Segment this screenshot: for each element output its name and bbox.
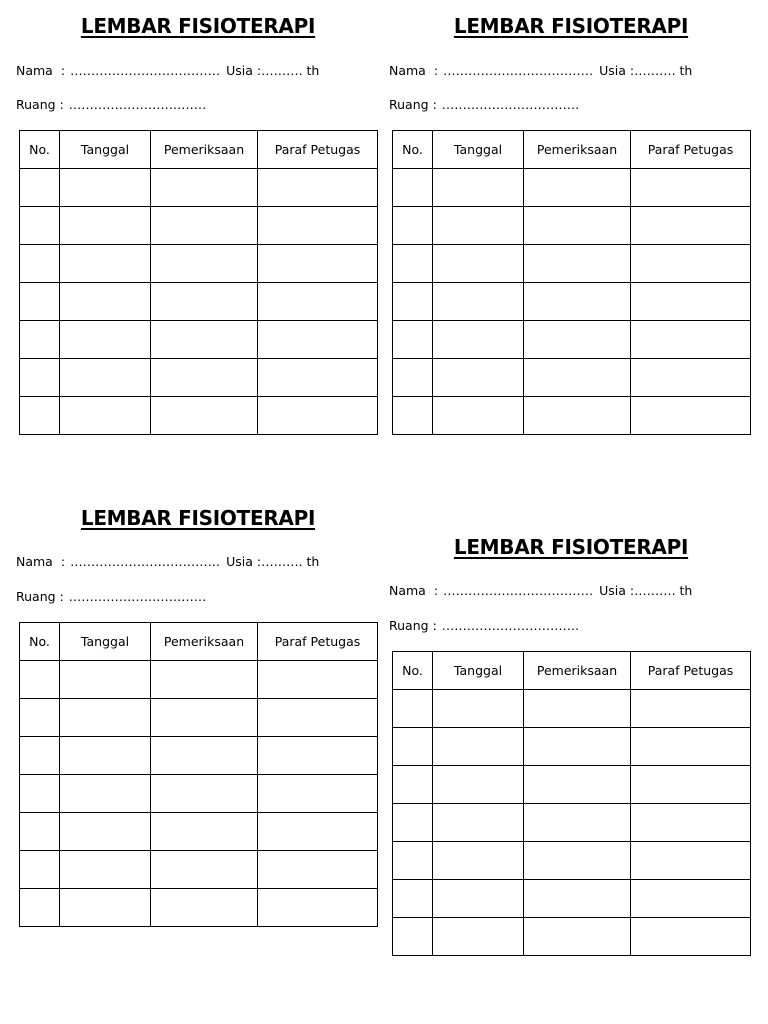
cell-date	[60, 207, 151, 245]
col-header-no: No.	[20, 131, 60, 169]
cell-no	[20, 661, 60, 699]
cell-no	[393, 766, 433, 804]
cell-signature	[258, 397, 378, 435]
cell-date	[60, 283, 151, 321]
cell-date	[60, 661, 151, 699]
room-line	[16, 589, 206, 605]
name-age-line	[16, 63, 319, 79]
table-row	[393, 880, 751, 918]
cell-no	[393, 359, 433, 397]
sheet-title: LEMBAR FISIOTERAPI	[453, 535, 689, 559]
cell-no	[20, 699, 60, 737]
cell-no	[393, 728, 433, 766]
cell-signature	[631, 397, 751, 435]
cell-examination	[151, 397, 258, 435]
cell-examination	[151, 813, 258, 851]
table-row	[20, 889, 378, 927]
table-row	[393, 321, 751, 359]
cell-examination	[524, 842, 631, 880]
cell-signature	[258, 245, 378, 283]
room-blank: ……………………………	[441, 618, 580, 633]
name-colon: :	[60, 63, 66, 78]
name-colon: :	[433, 63, 439, 78]
table-row	[393, 766, 751, 804]
cell-date	[433, 207, 524, 245]
room-line	[389, 618, 579, 634]
table-header-row	[20, 623, 378, 661]
room-label: Ruang	[389, 97, 429, 112]
cell-no	[393, 690, 433, 728]
therapy-log-table	[19, 130, 378, 435]
age-blank: ……….	[634, 63, 676, 78]
table-row	[20, 283, 378, 321]
cell-no	[20, 737, 60, 775]
cell-examination	[524, 207, 631, 245]
cell-date	[433, 766, 524, 804]
cell-signature	[631, 169, 751, 207]
cell-date	[433, 880, 524, 918]
cell-signature	[631, 207, 751, 245]
cell-signature	[258, 737, 378, 775]
cell-signature	[631, 880, 751, 918]
col-header-examination: Pemeriksaan	[524, 131, 631, 169]
name-blank: ………………………………	[443, 63, 594, 78]
cell-signature	[631, 842, 751, 880]
name-colon: :	[433, 583, 439, 598]
col-header-date: Tanggal	[60, 131, 151, 169]
col-header-no: No.	[393, 652, 433, 690]
cell-examination	[151, 283, 258, 321]
table-row	[393, 804, 751, 842]
cell-date	[433, 359, 524, 397]
cell-no	[20, 283, 60, 321]
cell-no	[20, 889, 60, 927]
cell-examination	[524, 397, 631, 435]
table-row	[20, 397, 378, 435]
therapy-log-table	[19, 622, 378, 927]
cell-date	[433, 321, 524, 359]
col-header-signature: Paraf Petugas	[258, 623, 378, 661]
cell-no	[20, 851, 60, 889]
age-blank: ……….	[261, 554, 303, 569]
room-label: Ruang	[16, 589, 56, 604]
room-line	[16, 97, 206, 113]
cell-date	[433, 804, 524, 842]
cell-examination	[524, 283, 631, 321]
table-row	[393, 842, 751, 880]
name-age-line	[389, 63, 692, 79]
cell-signature	[631, 766, 751, 804]
cell-examination	[524, 359, 631, 397]
cell-examination	[524, 169, 631, 207]
age-unit: th	[306, 554, 320, 569]
col-header-date: Tanggal	[60, 623, 151, 661]
table-row	[20, 169, 378, 207]
col-header-date: Tanggal	[433, 131, 524, 169]
col-header-examination: Pemeriksaan	[151, 623, 258, 661]
cell-examination	[151, 359, 258, 397]
sheet-title: LEMBAR FISIOTERAPI	[453, 14, 689, 38]
table-row	[20, 359, 378, 397]
table-row	[20, 661, 378, 699]
age-unit: th	[306, 63, 320, 78]
age-unit: th	[679, 63, 693, 78]
age-label: Usia :	[226, 554, 262, 569]
cell-date	[433, 169, 524, 207]
table-row	[393, 283, 751, 321]
name-colon: :	[60, 554, 66, 569]
cell-date	[60, 889, 151, 927]
cell-date	[433, 842, 524, 880]
cell-signature	[631, 728, 751, 766]
name-label: Nama	[389, 583, 426, 598]
cell-date	[60, 851, 151, 889]
room-colon: :	[59, 589, 64, 604]
col-header-examination: Pemeriksaan	[524, 652, 631, 690]
cell-signature	[258, 661, 378, 699]
room-line	[389, 97, 579, 113]
age-label: Usia :	[599, 63, 635, 78]
sheet-title: LEMBAR FISIOTERAPI	[80, 14, 316, 38]
cell-date	[433, 918, 524, 956]
therapy-log-table	[392, 130, 751, 435]
room-label: Ruang	[16, 97, 56, 112]
cell-signature	[631, 283, 751, 321]
name-label: Nama	[16, 554, 53, 569]
table-header-row	[393, 652, 751, 690]
table-row	[393, 397, 751, 435]
cell-examination	[524, 804, 631, 842]
table-row	[20, 699, 378, 737]
table-row	[20, 245, 378, 283]
cell-date	[60, 775, 151, 813]
col-header-signature: Paraf Petugas	[631, 131, 751, 169]
table-row	[393, 918, 751, 956]
cell-no	[393, 842, 433, 880]
cell-no	[393, 245, 433, 283]
room-label: Ruang	[389, 618, 429, 633]
table-row	[393, 359, 751, 397]
room-colon: :	[59, 97, 64, 112]
cell-signature	[258, 321, 378, 359]
table-row	[393, 728, 751, 766]
col-header-no: No.	[20, 623, 60, 661]
cell-examination	[524, 918, 631, 956]
cell-no	[393, 918, 433, 956]
cell-no	[20, 397, 60, 435]
cell-no	[393, 321, 433, 359]
room-colon: :	[432, 618, 437, 633]
table-row	[20, 851, 378, 889]
table-row	[20, 737, 378, 775]
cell-signature	[258, 699, 378, 737]
cell-examination	[524, 880, 631, 918]
cell-signature	[631, 918, 751, 956]
cell-signature	[631, 359, 751, 397]
cell-date	[60, 321, 151, 359]
age-blank: ……….	[634, 583, 676, 598]
name-blank: ………………………………	[70, 63, 221, 78]
name-age-line	[16, 554, 319, 570]
name-label: Nama	[16, 63, 53, 78]
age-unit: th	[679, 583, 693, 598]
cell-no	[20, 359, 60, 397]
cell-signature	[258, 207, 378, 245]
room-blank: ……………………………	[68, 97, 207, 112]
cell-examination	[151, 851, 258, 889]
cell-no	[20, 775, 60, 813]
cell-signature	[258, 359, 378, 397]
table-row	[393, 169, 751, 207]
cell-signature	[631, 245, 751, 283]
cell-signature	[258, 775, 378, 813]
cell-examination	[524, 728, 631, 766]
table-row	[20, 207, 378, 245]
cell-signature	[258, 813, 378, 851]
cell-no	[393, 207, 433, 245]
cell-no	[393, 397, 433, 435]
cell-signature	[258, 169, 378, 207]
name-blank: ………………………………	[443, 583, 594, 598]
cell-examination	[524, 766, 631, 804]
cell-examination	[151, 775, 258, 813]
cell-examination	[151, 699, 258, 737]
cell-date	[60, 359, 151, 397]
table-header-row	[20, 131, 378, 169]
cell-date	[433, 728, 524, 766]
cell-examination	[524, 245, 631, 283]
cell-no	[393, 169, 433, 207]
cell-examination	[151, 321, 258, 359]
cell-no	[20, 813, 60, 851]
table-row	[393, 245, 751, 283]
cell-date	[60, 169, 151, 207]
cell-signature	[631, 321, 751, 359]
cell-examination	[524, 690, 631, 728]
room-blank: ……………………………	[441, 97, 580, 112]
table-row	[393, 207, 751, 245]
cell-date	[433, 283, 524, 321]
age-blank: ……….	[261, 63, 303, 78]
cell-examination	[524, 321, 631, 359]
cell-examination	[151, 245, 258, 283]
col-header-no: No.	[393, 131, 433, 169]
room-blank: ……………………………	[68, 589, 207, 604]
table-row	[20, 813, 378, 851]
room-colon: :	[432, 97, 437, 112]
cell-signature	[258, 851, 378, 889]
cell-date	[60, 245, 151, 283]
sheet-title: LEMBAR FISIOTERAPI	[80, 506, 316, 530]
age-label: Usia :	[599, 583, 635, 598]
cell-no	[393, 283, 433, 321]
cell-examination	[151, 207, 258, 245]
cell-signature	[258, 283, 378, 321]
cell-date	[60, 397, 151, 435]
cell-date	[433, 245, 524, 283]
cell-examination	[151, 661, 258, 699]
name-blank: ………………………………	[70, 554, 221, 569]
cell-date	[60, 699, 151, 737]
cell-no	[393, 804, 433, 842]
cell-date	[60, 813, 151, 851]
age-label: Usia :	[226, 63, 262, 78]
cell-examination	[151, 889, 258, 927]
cell-signature	[258, 889, 378, 927]
name-label: Nama	[389, 63, 426, 78]
cell-examination	[151, 169, 258, 207]
table-row	[393, 690, 751, 728]
cell-signature	[631, 690, 751, 728]
cell-signature	[631, 804, 751, 842]
table-row	[20, 321, 378, 359]
name-age-line	[389, 583, 692, 599]
cell-no	[20, 207, 60, 245]
col-header-date: Tanggal	[433, 652, 524, 690]
therapy-log-table	[392, 651, 751, 956]
cell-no	[393, 880, 433, 918]
table-header-row	[393, 131, 751, 169]
cell-date	[433, 690, 524, 728]
cell-no	[20, 245, 60, 283]
col-header-signature: Paraf Petugas	[258, 131, 378, 169]
cell-examination	[151, 737, 258, 775]
table-row	[20, 775, 378, 813]
cell-date	[60, 737, 151, 775]
cell-date	[433, 397, 524, 435]
col-header-examination: Pemeriksaan	[151, 131, 258, 169]
cell-no	[20, 169, 60, 207]
cell-no	[20, 321, 60, 359]
col-header-signature: Paraf Petugas	[631, 652, 751, 690]
